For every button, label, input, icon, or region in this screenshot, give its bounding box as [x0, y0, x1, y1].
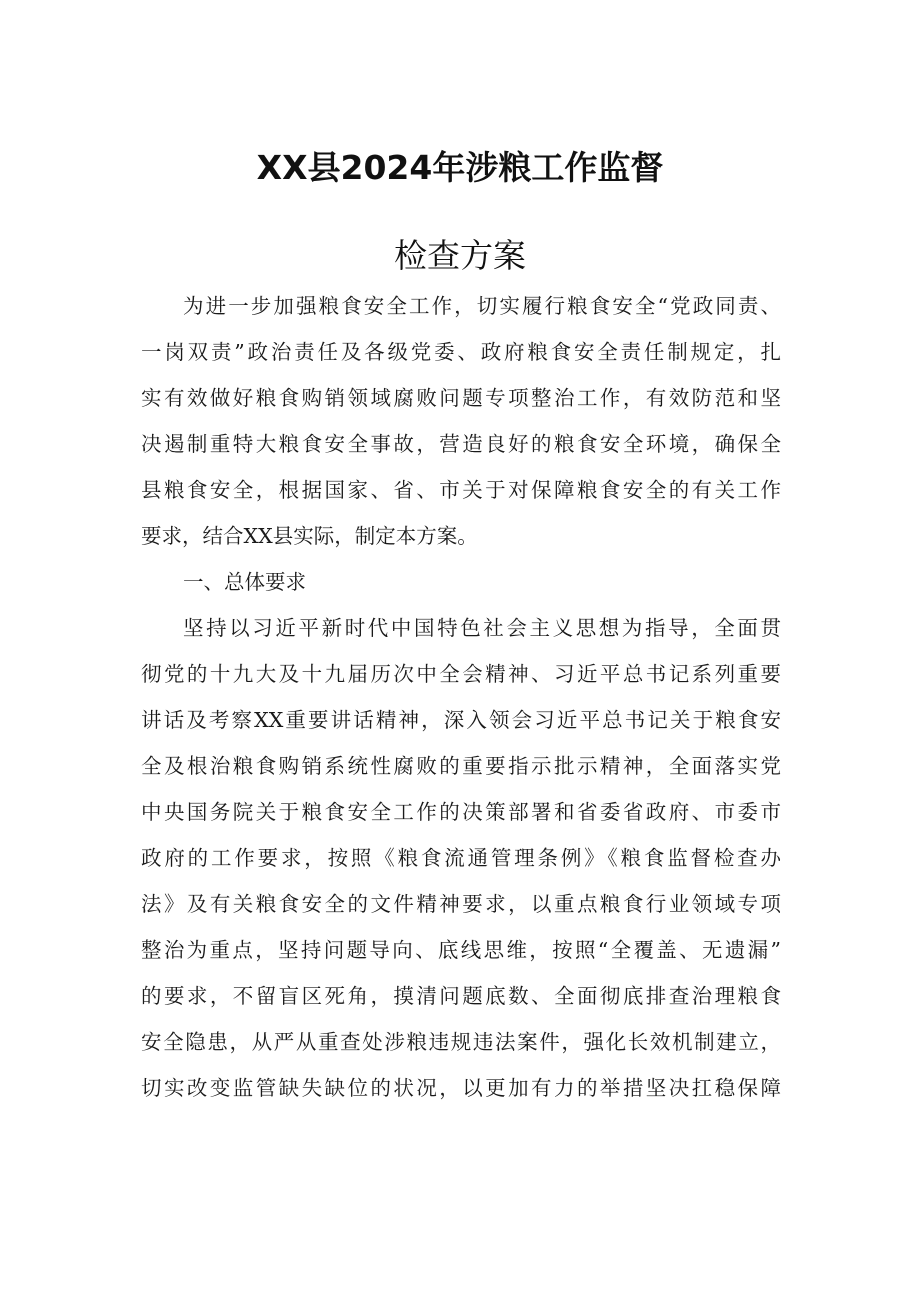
intro-paragraph-line: 要求，结合XX县实际，制定本方案。: [141, 524, 478, 548]
section-paragraph-line: 坚持以习近平新时代中国特色社会主义思想为指导，全面贯: [183, 616, 781, 640]
intro-paragraph-line: 实有效做好粮食购销领域腐败问题专项整治工作，有效防范和坚: [141, 386, 781, 410]
section-paragraph-line: 的要求，不留盲区死角，摸清问题底数、全面彻底排查治理粮食: [141, 984, 781, 1008]
intro-paragraph-line: 县粮食安全，根据国家、省、市关于对保障粮食安全的有关工作: [141, 478, 781, 502]
document-title-line-2: 检查方案: [394, 236, 526, 275]
section-paragraph-line: 法》及有关粮食安全的文件精神要求，以重点粮食行业领域专项: [141, 892, 781, 916]
section-paragraph-line: 政府的工作要求，按照《粮食流通管理条例》《粮食监督检查办: [141, 846, 781, 870]
section-paragraph-line: 中央国务院关于粮食安全工作的决策部署和省委省政府、市委市: [141, 800, 781, 824]
document-body: [141, 283, 781, 1111]
section-paragraph-line: 切实改变监管缺失缺位的状况，以更加有力的举措坚决扛稳保障: [141, 1076, 781, 1100]
document-title-line-1: XX县2024年涉粮工作监督: [256, 148, 664, 187]
section-paragraph-line: 彻党的十九大及十九届历次中全会精神、习近平总书记系列重要: [141, 662, 781, 686]
section-heading: 一、总体要求: [183, 570, 306, 594]
intro-paragraph-line: 一岗双责”政治责任及各级党委、政府粮食安全责任制规定，扎: [141, 340, 781, 364]
intro-paragraph-line: 决遏制重特大粮食安全事故，营造良好的粮食安全环境，确保全: [141, 432, 781, 456]
section-paragraph-line: 讲话及考察XX重要讲话精神，深入领会习近平总书记关于粮食安: [141, 708, 781, 732]
intro-paragraph-line: 为进一步加强粮食安全工作，切实履行粮食安全“党政同责、: [183, 294, 781, 318]
section-paragraph-line: 安全隐患，从严从重查处涉粮违规违法案件，强化长效机制建立，: [141, 1030, 781, 1054]
section-paragraph-line: 整治为重点，坚持问题导向、底线思维，按照“全覆盖、无遗漏”: [141, 938, 781, 962]
section-paragraph-line: 全及根治粮食购销系统性腐败的重要指示批示精神，全面落实党: [141, 754, 781, 778]
